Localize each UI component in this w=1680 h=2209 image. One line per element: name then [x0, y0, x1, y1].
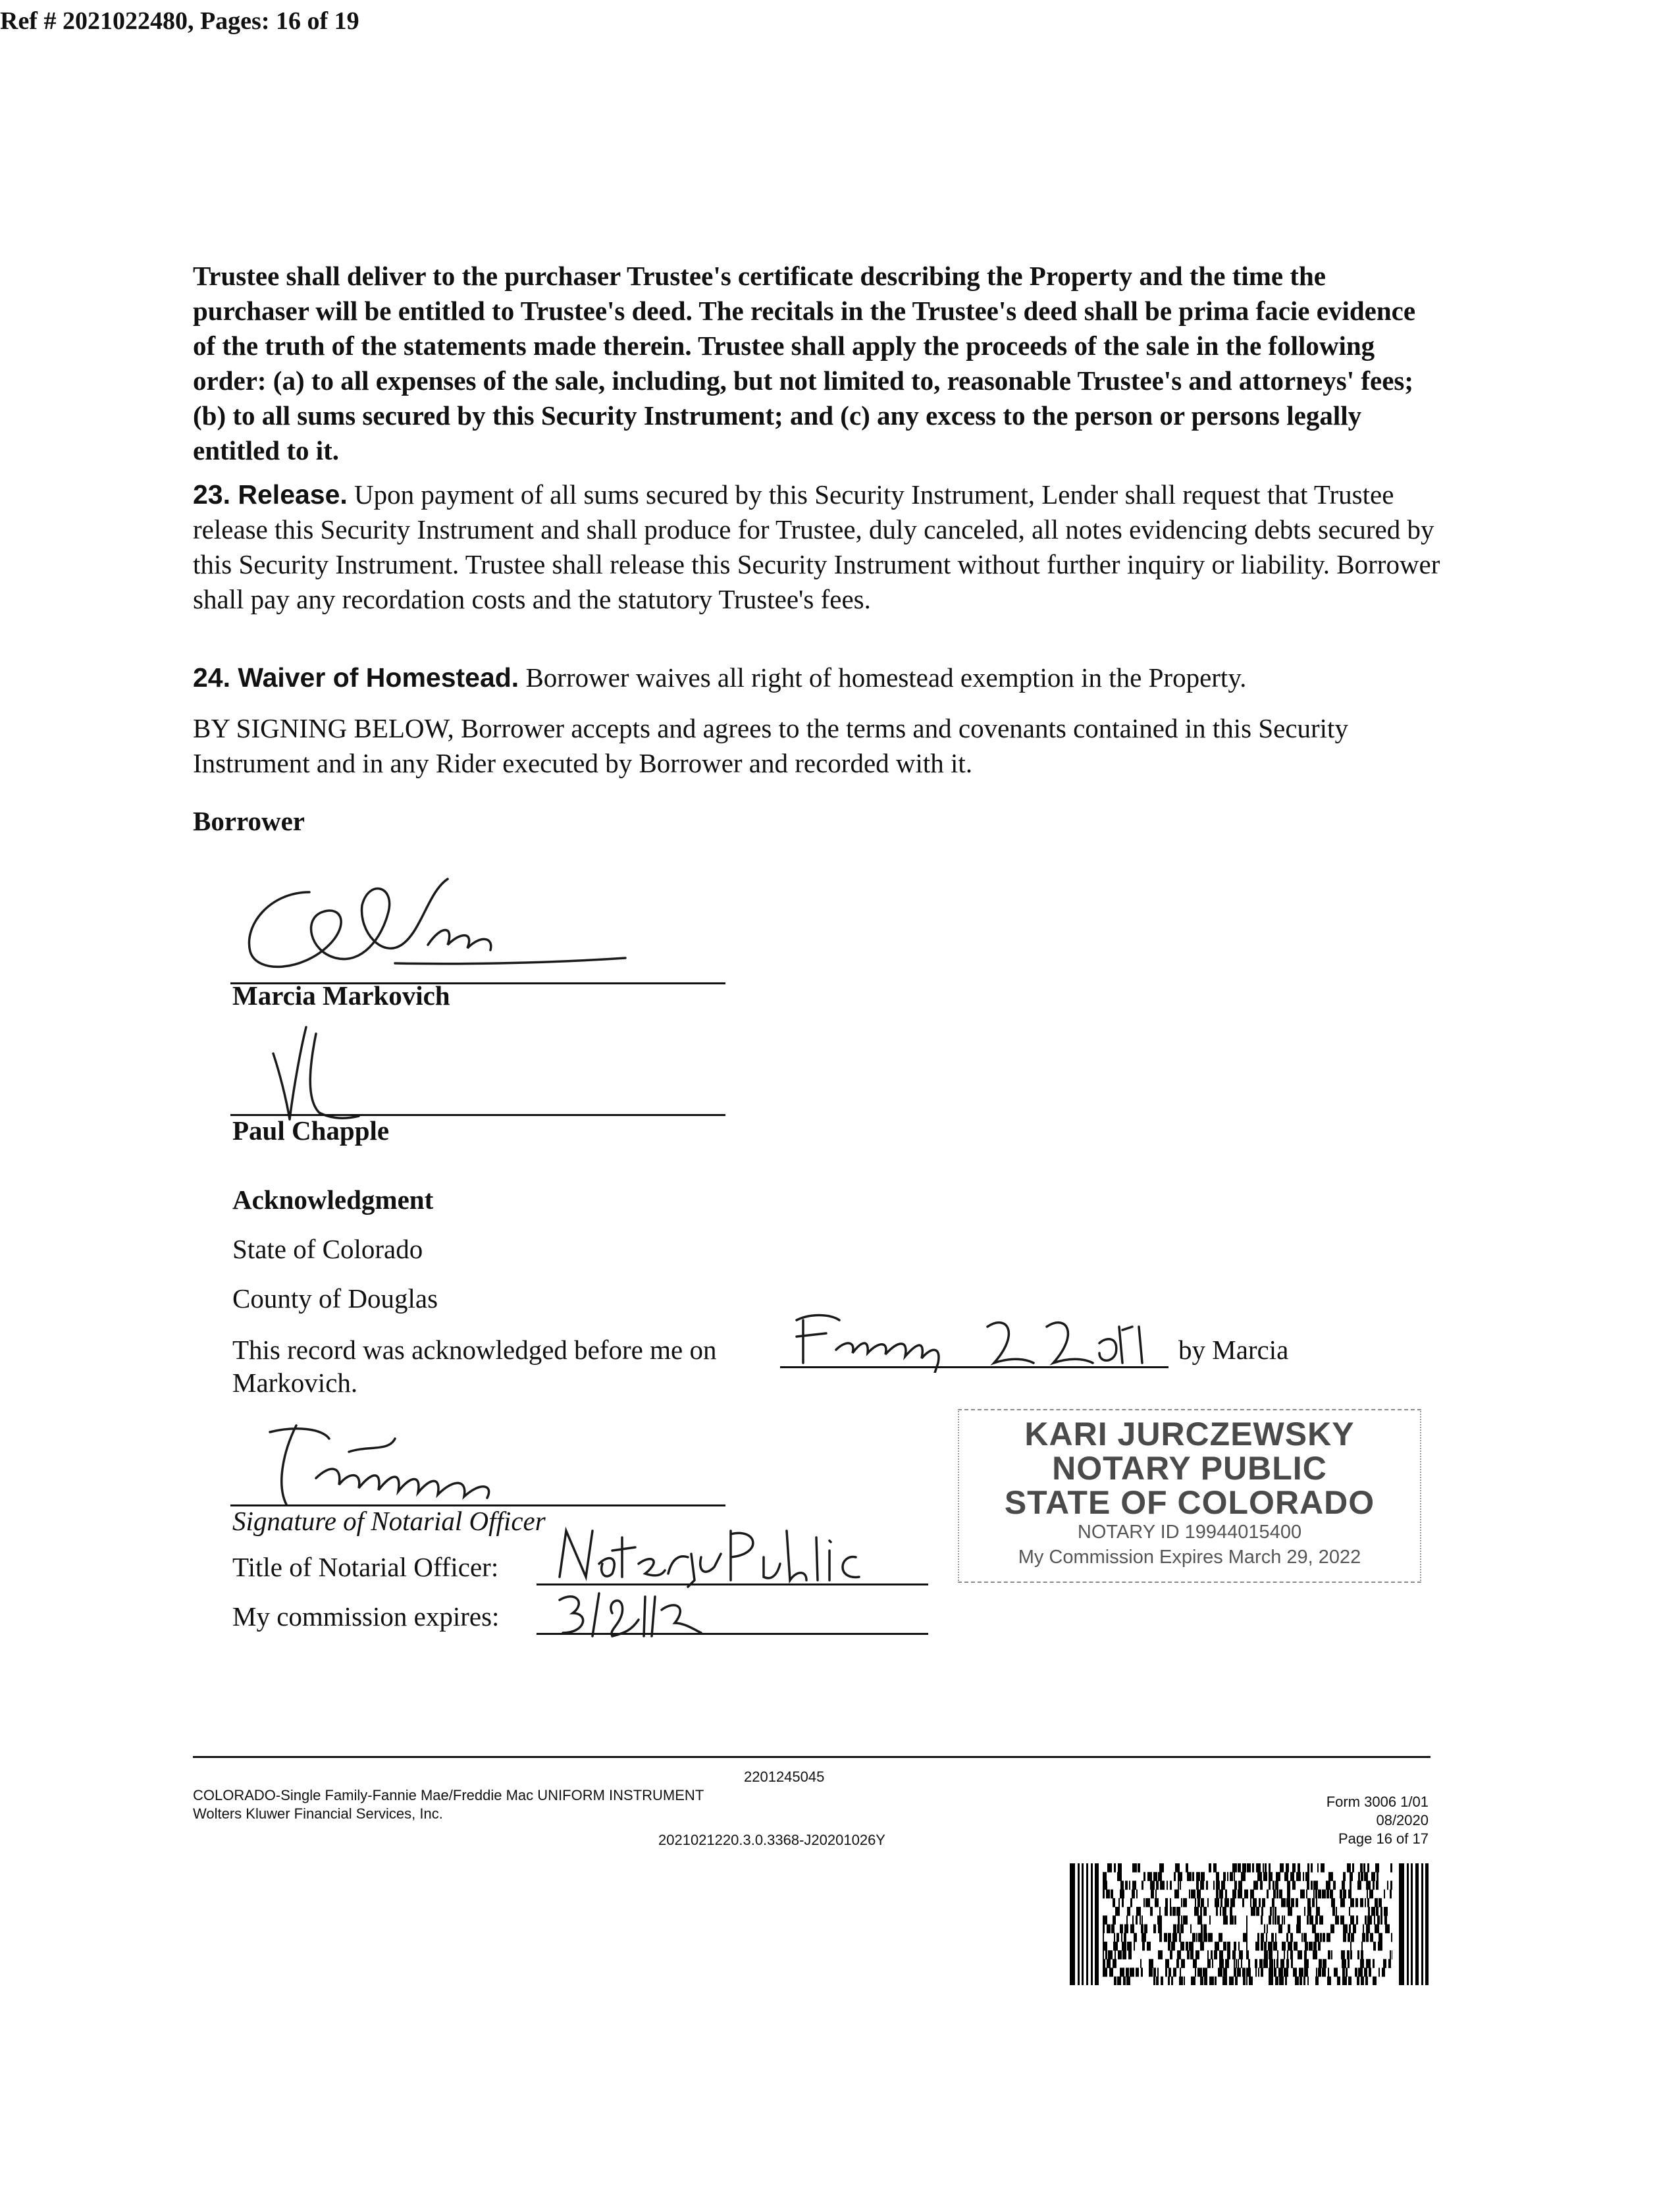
signatory-name-1: Marcia Markovich	[232, 980, 450, 1011]
notary-title-label: Title of Notarial Officer:	[232, 1552, 499, 1582]
record-line-2: Markovich.	[232, 1368, 358, 1398]
stamp-name: KARI JURCZEWSKY	[1024, 1416, 1355, 1452]
borrower-label: Borrower	[193, 806, 305, 836]
state-label: State of Colorado	[232, 1234, 423, 1264]
notary-signature-label: Signature of Notarial Officer	[232, 1506, 546, 1536]
stamp-state: STATE OF COLORADO	[1004, 1484, 1375, 1521]
notary-stamp	[958, 1409, 1421, 1583]
footer-form-line-1: COLORADO-Single Family-Fannie Mae/Freddie Mac UNIFORM INSTRUMENT	[193, 1787, 704, 1803]
footer-tracking: 2021021220.3.0.3368-J20201026Y	[658, 1832, 885, 1848]
reference-number: Ref # 2021022480, Pages: 16 of 19	[0, 7, 359, 35]
section-24-heading: 24. Waiver of Homestead.	[193, 662, 519, 693]
signatory-name-2: Paul Chapple	[232, 1115, 390, 1146]
section-23-heading: 23. Release.	[193, 479, 348, 510]
handwritten-date	[790, 1300, 1165, 1366]
county-label: County of Douglas	[232, 1283, 438, 1314]
stamp-title: NOTARY PUBLIC	[1052, 1450, 1327, 1487]
handwritten-commission-date	[546, 1584, 718, 1643]
footer-page: Page 16 of 17	[1338, 1830, 1429, 1847]
signature-marcia-markovich	[230, 866, 652, 984]
footer-form-line-2: Wolters Kluwer Financial Services, Inc.	[193, 1805, 443, 1822]
section-24	[193, 660, 1444, 695]
record-prefix: This record was acknowledged before me on	[232, 1335, 717, 1365]
section-24-body: Borrower waives all right of homestead exemption in the Property.	[525, 662, 1247, 693]
footer-doc-number: 2201245045	[744, 1769, 825, 1785]
commission-label: My commission expires:	[232, 1601, 500, 1632]
section-23	[193, 477, 1444, 617]
section-22-continuation: Trustee shall deliver to the purchaser Trustee's certificate describing the Property and the time the purchaser will be entitled to Trustee's deed. The recitals in the Trustee's deed shall be prima facie evidence of the truth of the statements made therein. Trustee shall apply the proceeds of the sale in the following order: (a) to all expenses of the sale, including, but not limited to, reasonable Trustee's and attorneys' fees; (b) to all sums secured by this Security Instrument; and (c) any excess to the person or persons legally entitled to it.	[193, 261, 1416, 466]
notary-signature	[257, 1412, 560, 1518]
acknowledgment-title: Acknowledgment	[232, 1184, 434, 1215]
footer-form-date: 08/2020	[1376, 1812, 1429, 1828]
signing-statement: BY SIGNING BELOW, Borrower accepts and agrees to the terms and covenants contained in this Security Instrument and in any Rider executed by Borrower and recorded with it.	[193, 713, 1348, 778]
stamp-expires: My Commission Expires March 29, 2022	[1018, 1547, 1361, 1568]
barcode	[1070, 1863, 1429, 1985]
handwritten-notary-title	[546, 1518, 889, 1590]
section-23-body: Upon payment of all sums secured by this Security Instrument, Lender shall request that Trustee release this Security Instrument and shall produce for Trustee, duly canceled, all notes evidencing debts secured by this Security Instrument. Trustee shall release this Security Instrument without further inquiry or liability. Borrower shall pay any recordation costs and the statutory Trustee's fees.	[193, 479, 1440, 614]
record-suffix: by Marcia	[1178, 1335, 1289, 1365]
footer-form-id: Form 3006 1/01	[1326, 1794, 1429, 1810]
stamp-notary-id: NOTARY ID 19944015400	[1077, 1522, 1302, 1543]
footer-rule	[193, 1756, 1431, 1758]
